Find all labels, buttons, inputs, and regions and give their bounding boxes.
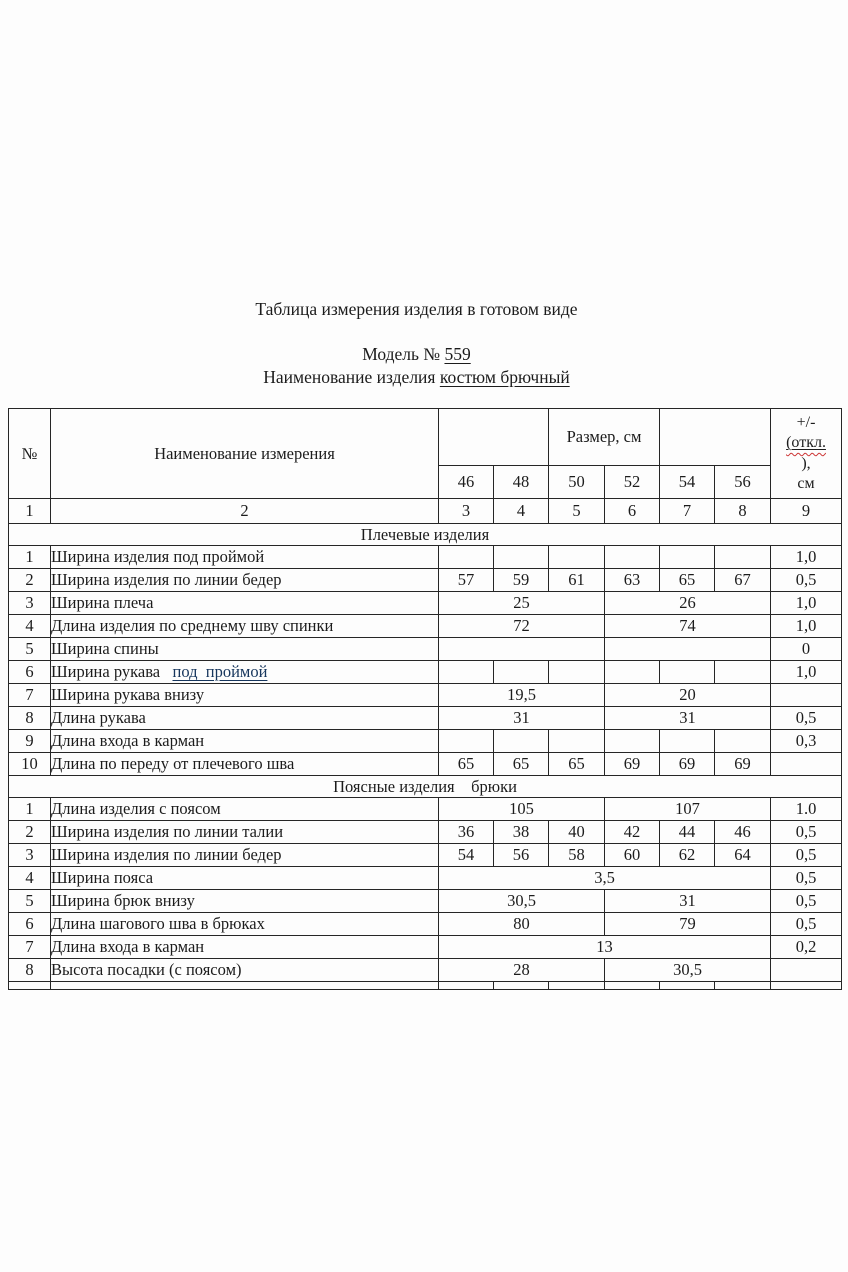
size-value-cell: 30,5	[605, 959, 771, 982]
size-value-cell: 30,5	[439, 890, 605, 913]
cutoff-cell	[715, 982, 771, 990]
cutoff-row	[9, 982, 842, 990]
measure-row	[9, 913, 842, 936]
measure-name-text: Ширина рукава	[51, 662, 173, 681]
tolerance-value-cell: 0,5	[771, 913, 842, 936]
column-number-cell: 1	[9, 499, 51, 524]
size-value-cell: 69	[605, 753, 660, 776]
tolerance-value-cell: 1,0	[771, 661, 842, 684]
size-value-cell: 59	[494, 569, 549, 592]
tolerance-line-paren: ),	[801, 454, 811, 472]
size-value-cell: 56	[494, 844, 549, 867]
size-value-cell: 26	[605, 592, 771, 615]
measure-name-cell	[51, 638, 439, 661]
model-label: Модель №	[362, 344, 445, 364]
row-number-cell: 8	[9, 707, 51, 730]
measure-row	[9, 569, 842, 592]
size-value-cell	[439, 730, 494, 753]
measure-row	[9, 592, 842, 615]
size-value-cell: 31	[605, 707, 771, 730]
size-value-cell: 40	[549, 821, 605, 844]
measure-name-cell	[51, 569, 439, 592]
size-value-cell	[494, 546, 549, 569]
measure-row	[9, 546, 842, 569]
measure-row	[9, 638, 842, 661]
tolerance-value-cell: 1.0	[771, 798, 842, 821]
row-number-cell: 6	[9, 913, 51, 936]
size-value-cell: 57	[439, 569, 494, 592]
page-title: Таблица измерения изделия в готовом виде	[255, 299, 578, 319]
section-title: Плечевые изделия	[9, 524, 842, 546]
header-size-label-cell: Размер, см	[549, 409, 660, 466]
size-value-cell	[439, 638, 605, 661]
tolerance-value-cell: 0,5	[771, 707, 842, 730]
measure-row	[9, 798, 842, 821]
size-value-cell: 80	[439, 913, 605, 936]
measure-name-text: Длина входа в карман	[51, 937, 205, 956]
measure-name-cell	[51, 753, 439, 776]
header-row-top	[9, 409, 842, 466]
size-value-cell: 46	[715, 821, 771, 844]
tolerance-value-cell	[771, 684, 842, 707]
measure-name-cell	[51, 867, 439, 890]
measure-row	[9, 684, 842, 707]
measure-name-cell	[51, 890, 439, 913]
size-value-cell: 63	[605, 569, 660, 592]
edited-text-inner: под проймой	[172, 662, 268, 681]
size-header-cell: 54	[660, 466, 715, 499]
tolerance-value-cell: 1,0	[771, 615, 842, 638]
measure-row	[9, 821, 842, 844]
cutoff-cell	[51, 982, 439, 990]
size-header-cell: 52	[605, 466, 660, 499]
measure-row	[9, 890, 842, 913]
measure-name-text: Ширина пояса	[51, 868, 154, 887]
size-value-cell	[660, 546, 715, 569]
header-tolerance-cell	[771, 409, 842, 499]
tolerance-value-cell: 0,2	[771, 936, 842, 959]
cutoff-cell	[439, 982, 494, 990]
measure-name-cell	[51, 913, 439, 936]
measure-name-text: Ширина рукава внизу	[51, 685, 205, 704]
column-number-cell: 8	[715, 499, 771, 524]
product-name: костюм брючный	[439, 367, 570, 387]
size-value-cell	[715, 661, 771, 684]
column-number-cell: 9	[771, 499, 842, 524]
measure-name-cell	[51, 959, 439, 982]
cutoff-cell	[605, 982, 660, 990]
size-value-cell: 64	[715, 844, 771, 867]
size-value-cell: 31	[605, 890, 771, 913]
size-value-cell: 3,5	[439, 867, 771, 890]
tolerance-value-cell: 0,5	[771, 867, 842, 890]
measure-name-cell	[51, 730, 439, 753]
size-header-cell: 50	[549, 466, 605, 499]
row-number-cell: 1	[9, 546, 51, 569]
size-value-cell: 65	[439, 753, 494, 776]
size-value-cell: 31	[439, 707, 605, 730]
row-number-cell: 3	[9, 592, 51, 615]
size-value-cell	[439, 661, 494, 684]
measurement-table	[8, 408, 842, 990]
section-row	[9, 776, 842, 798]
column-numbering-row	[9, 499, 842, 524]
size-value-cell: 69	[715, 753, 771, 776]
measure-name-cell	[51, 546, 439, 569]
product-line	[0, 367, 833, 388]
size-value-cell: 36	[439, 821, 494, 844]
size-value-cell	[660, 661, 715, 684]
row-number-cell: 8	[9, 959, 51, 982]
measure-row	[9, 867, 842, 890]
measure-name-cell	[51, 615, 439, 638]
row-number-cell: 1	[9, 798, 51, 821]
measure-name-text: Ширина плеча	[51, 593, 154, 612]
tolerance-value-cell: 0,3	[771, 730, 842, 753]
row-number-cell: 5	[9, 890, 51, 913]
measure-name-cell	[51, 936, 439, 959]
size-value-cell: 13	[439, 936, 771, 959]
cutoff-cell	[549, 982, 605, 990]
measure-row	[9, 730, 842, 753]
size-value-cell	[494, 730, 549, 753]
row-number-cell: 4	[9, 615, 51, 638]
measure-row	[9, 615, 842, 638]
tolerance-value-cell: 0,5	[771, 569, 842, 592]
measure-name-text: Ширина изделия под проймой	[51, 547, 265, 566]
size-value-cell	[605, 730, 660, 753]
measure-name-text: Длина входа в карман	[51, 731, 205, 750]
row-number-cell: 4	[9, 867, 51, 890]
size-value-cell	[549, 661, 605, 684]
measure-name-cell	[51, 821, 439, 844]
size-value-cell: 105	[439, 798, 605, 821]
column-number-cell: 2	[51, 499, 439, 524]
tolerance-line-cm: см	[797, 474, 815, 492]
header-blank-right-cell	[660, 409, 771, 466]
size-value-cell: 28	[439, 959, 605, 982]
cutoff-cell	[9, 982, 51, 990]
edited-text	[172, 662, 267, 681]
size-header-cell: 46	[439, 466, 494, 499]
tolerance-value-cell: 0,5	[771, 844, 842, 867]
size-value-cell: 44	[660, 821, 715, 844]
measure-name-text: Длина по переду от плечевого шва	[51, 754, 295, 773]
tolerance-value-cell	[771, 753, 842, 776]
measure-name-text: Ширина спины	[51, 639, 159, 658]
tolerance-value-cell: 0,5	[771, 890, 842, 913]
row-number-cell: 2	[9, 821, 51, 844]
measure-name-text: Длина рукава	[51, 708, 146, 727]
measure-row	[9, 936, 842, 959]
size-value-cell: 58	[549, 844, 605, 867]
measure-name-text: Ширина изделия по линии бедер	[51, 570, 282, 589]
cutoff-cell	[494, 982, 549, 990]
size-value-cell: 54	[439, 844, 494, 867]
size-value-cell: 62	[660, 844, 715, 867]
row-number-cell: 6	[9, 661, 51, 684]
cutoff-cell	[771, 982, 842, 990]
size-value-cell: 107	[605, 798, 771, 821]
size-value-cell	[715, 546, 771, 569]
size-value-cell: 67	[715, 569, 771, 592]
section-title: Поясные изделия брюки	[9, 776, 842, 798]
model-line	[0, 344, 833, 365]
cutoff-cell	[660, 982, 715, 990]
size-value-cell: 42	[605, 821, 660, 844]
row-number-cell: 7	[9, 936, 51, 959]
size-value-cell: 79	[605, 913, 771, 936]
header-name-cell: Наименование измерения	[51, 409, 439, 499]
size-value-cell: 20	[605, 684, 771, 707]
column-number-cell: 4	[494, 499, 549, 524]
tolerance-line-otkl	[771, 433, 841, 453]
measure-name-cell	[51, 798, 439, 821]
measure-name-text: Высота посадки (с поясом)	[51, 960, 242, 979]
measure-name-text: Ширина брюк внизу	[51, 891, 195, 910]
measure-name-text: Длина изделия по среднему шву спинки	[51, 616, 334, 635]
size-value-cell: 60	[605, 844, 660, 867]
measure-name-text: Ширина изделия по линии бедер	[51, 845, 282, 864]
size-value-cell: 65	[549, 753, 605, 776]
size-value-cell: 19,5	[439, 684, 605, 707]
measure-name-cell	[51, 661, 439, 684]
measure-name-cell	[51, 707, 439, 730]
row-number-cell: 9	[9, 730, 51, 753]
row-number-cell: 5	[9, 638, 51, 661]
size-value-cell	[549, 730, 605, 753]
column-number-cell: 6	[605, 499, 660, 524]
product-label: Наименование изделия	[263, 367, 440, 387]
size-value-cell	[660, 730, 715, 753]
measure-name-cell	[51, 684, 439, 707]
tolerance-value-cell: 0,5	[771, 821, 842, 844]
measure-name-text: Длина шагового шва в брюках	[51, 914, 265, 933]
misspelled-word: (откл.	[786, 434, 826, 452]
header-no-cell: №	[9, 409, 51, 499]
row-number-cell: 10	[9, 753, 51, 776]
row-number-cell: 7	[9, 684, 51, 707]
size-value-cell: 65	[660, 569, 715, 592]
column-number-cell: 7	[660, 499, 715, 524]
size-value-cell	[605, 546, 660, 569]
size-value-cell: 65	[494, 753, 549, 776]
measure-row	[9, 753, 842, 776]
size-value-cell	[715, 730, 771, 753]
measure-name-cell	[51, 592, 439, 615]
row-number-cell: 3	[9, 844, 51, 867]
tolerance-value-cell: 1,0	[771, 546, 842, 569]
measure-row	[9, 959, 842, 982]
tolerance-value-cell: 1,0	[771, 592, 842, 615]
section-row	[9, 524, 842, 546]
size-header-cell: 48	[494, 466, 549, 499]
column-number-cell: 3	[439, 499, 494, 524]
size-value-cell	[605, 638, 771, 661]
tolerance-value-cell	[771, 959, 842, 982]
size-value-cell	[494, 661, 549, 684]
size-value-cell: 69	[660, 753, 715, 776]
measure-name-text: Ширина изделия по линии талии	[51, 822, 284, 841]
measure-name-cell	[51, 844, 439, 867]
size-value-cell	[439, 546, 494, 569]
column-number-cell: 5	[549, 499, 605, 524]
size-value-cell	[549, 546, 605, 569]
measure-row	[9, 707, 842, 730]
row-number-cell: 2	[9, 569, 51, 592]
size-value-cell: 72	[439, 615, 605, 638]
measure-row	[9, 844, 842, 867]
size-value-cell	[605, 661, 660, 684]
size-header-cell: 56	[715, 466, 771, 499]
measure-row	[9, 661, 842, 684]
size-value-cell: 25	[439, 592, 605, 615]
measure-name-text: Длина изделия с поясом	[51, 799, 221, 818]
size-value-cell: 38	[494, 821, 549, 844]
size-value-cell: 61	[549, 569, 605, 592]
tolerance-line-plusminus: +/-	[796, 413, 816, 431]
tolerance-value-cell: 0	[771, 638, 842, 661]
model-number: 559	[444, 344, 471, 364]
size-value-cell: 74	[605, 615, 771, 638]
header-blank-left-cell	[439, 409, 549, 466]
